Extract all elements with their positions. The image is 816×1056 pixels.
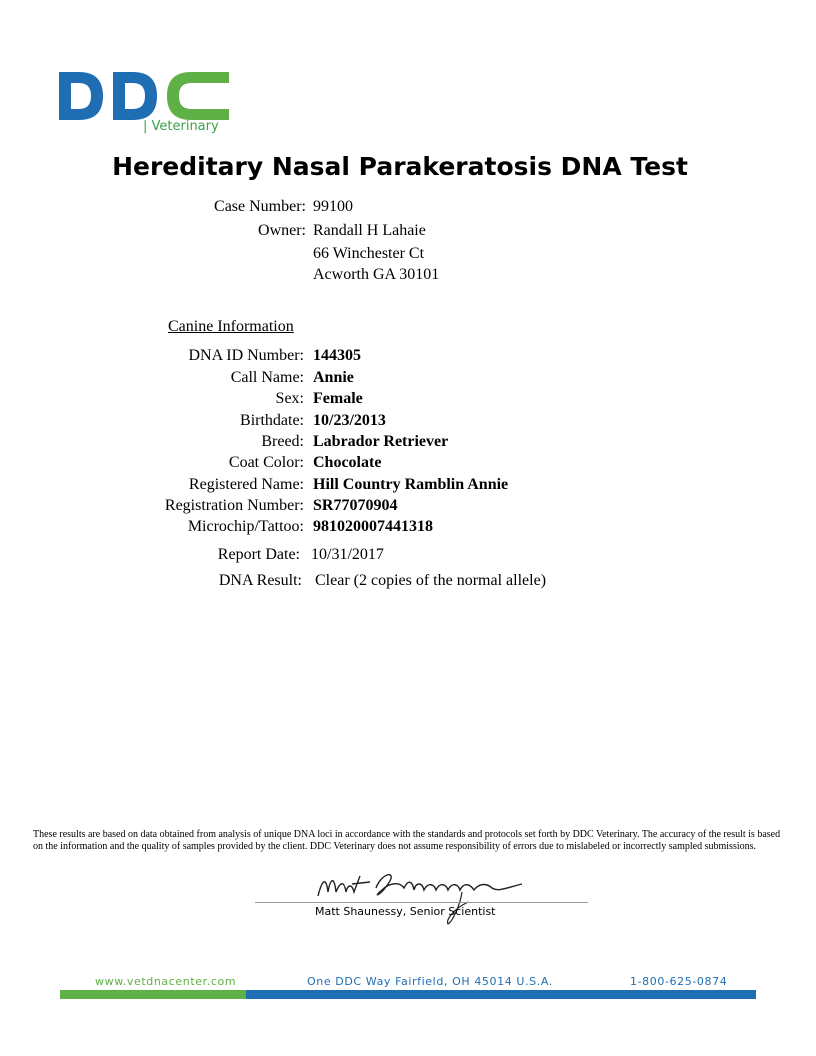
field-value: Labrador Retriever [313,433,449,450]
field-label: DNA ID Number: [188,347,304,364]
field-value: 144305 [313,347,361,364]
owner-address-line1: 66 Winchester Ct [313,245,425,262]
field-label: Microchip/Tattoo: [187,518,304,535]
logo-letter-c [167,72,229,120]
field-value: 10/23/2013 [313,412,386,429]
field-value: Female [313,390,363,407]
logo-subtitle: | Veterinary [143,119,219,134]
field-label: Coat Color: [228,454,304,471]
field-value: Hill Country Ramblin Annie [313,476,509,493]
field-value: Chocolate [313,454,382,471]
logo-letter-d1 [59,72,103,120]
field-value: Annie [313,369,354,386]
dna-result-value: Clear (2 copies of the normal allele) [315,572,547,589]
signature-image [312,862,562,928]
owner-label: Owner: [258,222,306,239]
owner-name: Randall H Lahaie [313,222,426,239]
field-label: Birthdate: [240,412,304,429]
report-date-label: Report Date: [217,546,300,563]
dna-result-label: DNA Result: [218,572,302,589]
signature-line [255,902,588,903]
disclaimer-text: These results are based on data obtained from analysis of unique DNA loci in accordance with the standards and protocols set forth by DDC Veterinary. The accuracy of the result is based on the information and the quality of samples provided by the client. DDC Veterinary does not assume responsibility of errors due to mislabeled or incorrectly sampled submissions. [33,829,781,852]
signature-caption: Matt Shaunessy, Senior Scientist [315,905,496,918]
footer-bar-green [60,990,246,999]
case-number-label: Case Number: [214,198,306,215]
field-label: Registration Number: [164,497,304,514]
field-label: Call Name: [230,369,304,386]
footer-bar-blue [246,990,756,999]
field-label: Sex: [275,390,304,407]
field-value: SR77070904 [313,497,398,514]
canine-information-heading: Canine Information [168,318,294,335]
field-label: Registered Name: [188,476,304,493]
footer-phone: 1-800-625-0874 [630,975,728,988]
case-number-value: 99100 [313,198,353,215]
footer-address: One DDC Way Fairfield, OH 45014 U.S.A. [307,975,553,988]
field-value: 981020007441318 [313,518,433,535]
footer-website: www.vetdnacenter.com [95,975,237,988]
owner-address-line2: Acworth GA 30101 [313,266,440,283]
report-date-value: 10/31/2017 [311,546,384,563]
logo-letter-d2 [113,72,157,120]
page-title: Hereditary Nasal Parakeratosis DNA Test [112,152,688,181]
field-label: Breed: [261,433,304,450]
